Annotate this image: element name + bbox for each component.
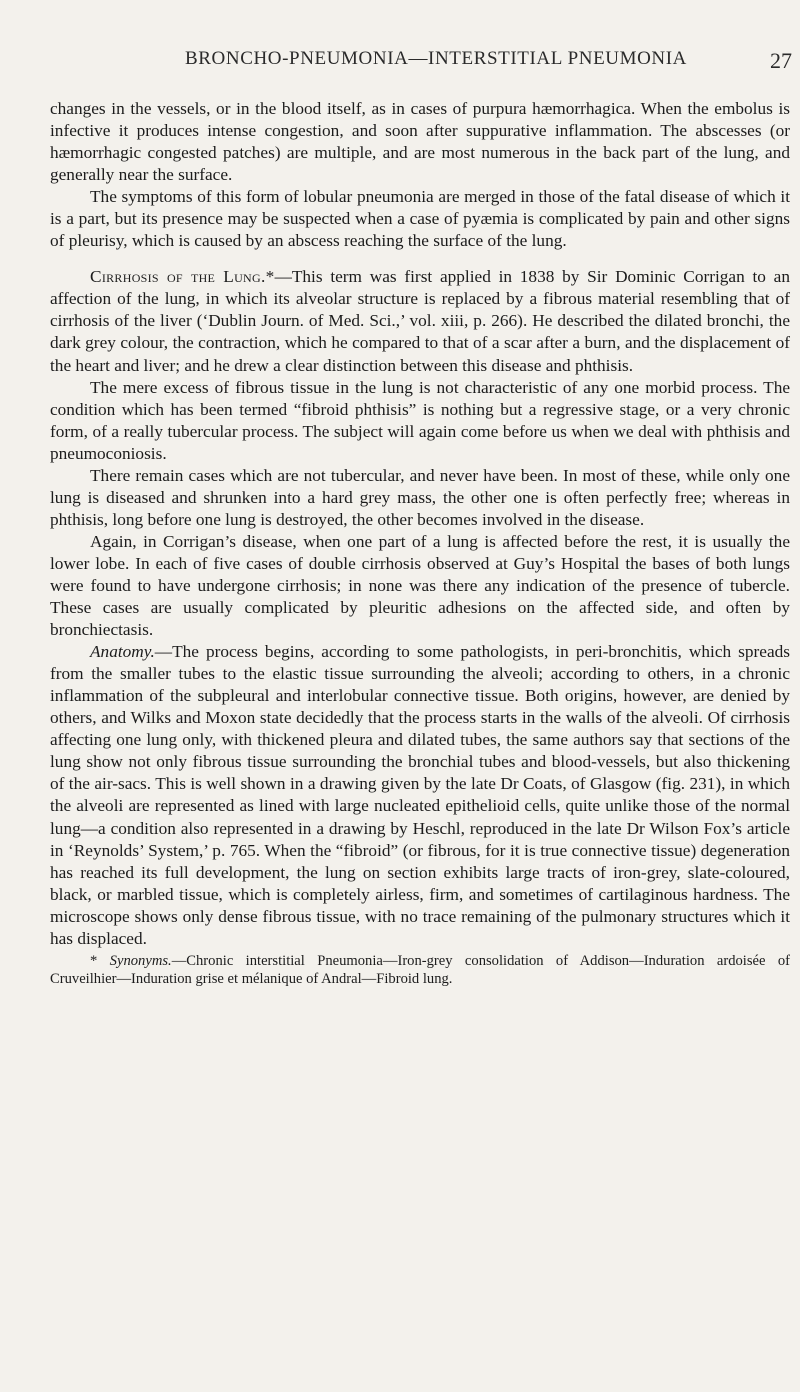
page-header bbox=[120, 48, 792, 88]
footnote-marker: * bbox=[90, 952, 98, 969]
section-heading: Cirrhosis of the Lung.* bbox=[90, 267, 275, 287]
running-head: BRONCHO-PNEUMONIA—INTERSTITIAL PNEUMONIA bbox=[185, 48, 687, 69]
paragraph: changes in the vessels, or in the blood itself, as in cases of purpura hæmorrhagica. When the embolus is infective it produces intense congestion, and soon after suppurative inflammation. The abscesses (or hæmorrhagic congested patches) are multiple, and are most numerous in the back part of the lung, and generally near the surface. bbox=[50, 99, 790, 185]
section-paragraph-anatomy: Anatomy.—The process begins, according to some pathologists, in peri-bronchitis, which spreads from the smaller tubes to the elastic tissue surrounding the alveoli; according to others, in a chronic inflammation of the subpleural and interlobular connective tissue. Both origins, however, are denied by others, and Wilks and Moxon state decidedly that the process starts in the walls of the alveoli. Of cirrhosis affecting one lung only, with thickened pleura and dilated tubes, the same authors say that sections of the lung show not only fibrous tissue surrounding the bronchial tubes and blood-vessels, but also thickening of the air-sacs. This is well shown in a drawing given by the late Dr Coats, of Glasgow (fig. 231), in which the alveoli are represented as lined with large nucleated epithelioid cells, quite unlike those of the normal lung—a condition also represented in a drawing by Heschl, reproduced in the late Dr Wilson Fox’s article in ‘Reynolds’ System,’ p. 765. When the “fibroid” (or fibrous, for it is true connective tissue) degeneration has reached its full development, the lung on section exhibits large tracts of iron-grey, slate-coloured, black, or marbled tissue, which is completely airless, firm, and sometimes of cartilaginous hardness. The microscope shows only dense fibrous tissue, with no trace remaining of the pulmonary structures which it has displaced. bbox=[50, 642, 790, 948]
page-number: 27 bbox=[770, 48, 792, 73]
subsection-heading: Anatomy. bbox=[90, 642, 155, 662]
footnote bbox=[50, 952, 790, 988]
footnote-text: —Chronic interstitial Pneumonia—Iron-grey consolidation of Addison—Induration ardoisée of Cruveilhier—Induration grise et mélanique of Andral—Fibroid lung. bbox=[50, 952, 790, 987]
body-text bbox=[50, 98, 790, 988]
paragraph: There remain cases which are not tubercular, and never have been. In most of these, while only one lung is diseased and shrunken into a hard grey mass, the other one is often perfectly free; whereas in phthisis, long before one lung is destroyed, the other becomes involved in the disease. bbox=[50, 465, 790, 529]
section-paragraph-cirrhosis: Cirrhosis of the Lung.*—This term was first applied in 1838 by Sir Dominic Corrigan to an affection of the lung, in which its alveolar structure is replaced by a fibrous material resembling that of cirrhosis of the liver (‘Dublin Journ. of Med. Sci.,’ vol. xiii, p. 266). He described the dilated bronchi, the dark grey colour, the contraction, which he compared to that of a scar after a burn, and the displacement of the heart and liver; and he drew a clear distinction between this disease and phthisis. bbox=[50, 267, 790, 375]
paragraph: The symptoms of this form of lobular pneumonia are merged in those of the fatal disease of which it is a part, but its presence may be suspected when a case of pyæmia is complicated by pain and other signs of pleurisy, which is caused by an abscess reaching the surface of the lung. bbox=[50, 187, 790, 251]
footnote-label: Synonyms. bbox=[109, 952, 172, 969]
paragraph: Again, in Corrigan’s disease, when one part of a lung is affected before the rest, it is usually the lower lobe. In each of five cases of double cirrhosis observed at Guy’s Hospital the bases of both lungs were found to have undergone cirrhosis; in none was there any indication of the presence of tubercle. These cases are usually complicated by pleuritic adhesions on the affected side, and often by bronchiectasis. bbox=[50, 531, 790, 640]
paragraph: The mere excess of fibrous tissue in the lung is not characteristic of any one morbid process. The condition which has been termed “fibroid phthisis” is nothing but a regressive stage, or a very chronic form, of a really tubercular process. The subject will again come before us when we deal with phthisis and pneumoconiosis. bbox=[50, 377, 790, 463]
